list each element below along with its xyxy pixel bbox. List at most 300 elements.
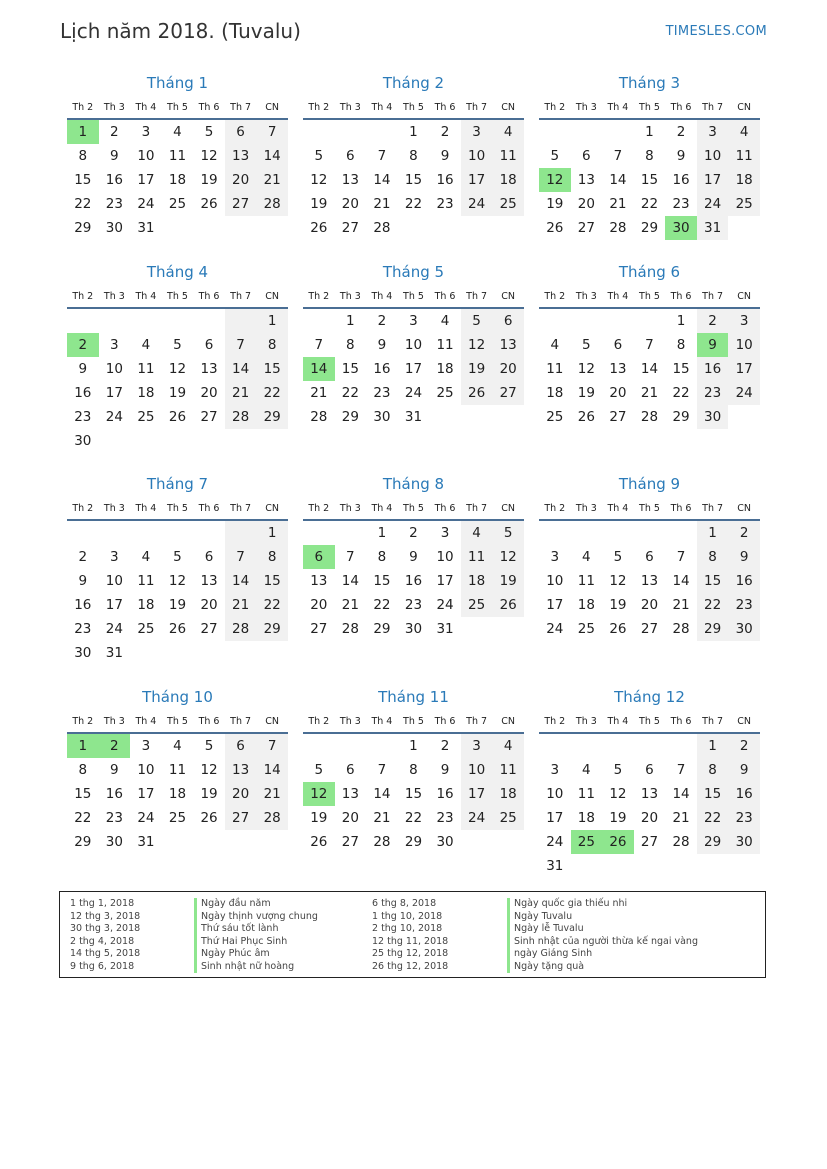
- weekday-label: CN: [737, 502, 752, 514]
- legend-holiday-name: Ngày thịnh vượng chung: [194, 911, 318, 924]
- weekday-label: Th 3: [103, 290, 125, 302]
- day-cell: 13: [492, 333, 524, 357]
- day-cell: 7: [256, 120, 288, 144]
- weekday-label: Th 7: [702, 101, 724, 113]
- empty-cell: [571, 854, 603, 878]
- day-cell: 25: [137, 409, 155, 425]
- legend-names-col-1: [194, 898, 318, 973]
- day-cell: 25: [461, 593, 493, 617]
- day-cell: 12: [200, 762, 218, 778]
- empty-cell: [571, 120, 603, 144]
- day-cell: 1: [67, 120, 99, 144]
- day-cell: 21: [225, 593, 257, 617]
- day-cell: 30: [373, 409, 391, 425]
- empty-cell: [634, 309, 666, 333]
- day-cell: 8: [676, 337, 686, 353]
- day-cell: 25: [137, 621, 155, 637]
- day-cell: 25: [546, 409, 564, 425]
- day-cell: 24: [546, 621, 564, 637]
- day-cell: 2: [99, 734, 131, 758]
- day-cell: 18: [461, 569, 493, 593]
- day-cell: 29: [404, 834, 423, 850]
- day-cell: 1: [377, 525, 387, 541]
- weekday-label: Th 7: [702, 715, 724, 727]
- day-cell: 13: [225, 144, 257, 168]
- day-cell: 23: [373, 385, 391, 401]
- day-cell: 3: [461, 120, 493, 144]
- day-cell: 24: [461, 806, 493, 830]
- day-cell: 3: [728, 309, 760, 333]
- weekday-label: Th 2: [72, 502, 94, 514]
- day-cell: 2: [78, 549, 88, 565]
- day-cell: 30: [436, 834, 454, 850]
- day-cell: 1: [67, 734, 99, 758]
- day-cell: 13: [609, 361, 627, 377]
- weekday-label: Th 4: [135, 715, 157, 727]
- month-name: Tháng 12: [614, 688, 685, 706]
- day-cell: 7: [346, 549, 355, 565]
- day-cell: 9: [377, 337, 387, 353]
- day-cell: 21: [672, 810, 690, 826]
- day-cell: 2: [377, 313, 387, 329]
- day-cell: 2: [728, 734, 760, 758]
- day-cell: 28: [609, 220, 627, 236]
- day-cell: 20: [609, 385, 627, 401]
- day-cell: 25: [492, 192, 524, 216]
- day-cell: 4: [492, 120, 524, 144]
- day-cell: 15: [404, 172, 423, 188]
- day-cell: 23: [105, 810, 123, 826]
- day-cell: 16: [728, 569, 760, 593]
- day-cell: 10: [436, 549, 454, 565]
- day-cell: 9: [409, 549, 418, 565]
- weekday-label: Th 6: [198, 502, 220, 514]
- day-cell: 5: [582, 337, 591, 353]
- day-cell: 10: [728, 333, 760, 357]
- legend-date: 9 thg 6, 2018: [70, 960, 135, 972]
- empty-cell: [225, 216, 257, 240]
- day-cell: 25: [436, 385, 454, 401]
- empty-cell: [461, 830, 493, 854]
- empty-cell: [697, 854, 729, 878]
- day-cell: 20: [341, 196, 359, 212]
- legend-holiday-name: ngày Giáng Sinh: [507, 948, 698, 961]
- day-cell: 12: [539, 168, 571, 192]
- day-cell: 10: [404, 337, 423, 353]
- day-cell: 27: [341, 834, 359, 850]
- day-cell: 22: [404, 196, 423, 212]
- weekday-label: Th 4: [135, 502, 157, 514]
- weekday-label: Th 6: [434, 715, 456, 727]
- day-cell: 7: [676, 549, 686, 565]
- day-cell: 27: [492, 381, 524, 405]
- day-cell: 30: [728, 830, 760, 854]
- day-cell: 18: [546, 385, 564, 401]
- day-cell: 20: [577, 196, 595, 212]
- empty-cell: [366, 120, 398, 144]
- day-cell: 28: [256, 192, 288, 216]
- day-cell: 12: [609, 573, 627, 589]
- weekday-label: CN: [501, 290, 516, 302]
- day-cell: 20: [341, 810, 359, 826]
- day-grid: [303, 309, 524, 429]
- day-cell: 2: [728, 521, 760, 545]
- day-cell: 6: [582, 148, 591, 164]
- empty-cell: [256, 641, 288, 665]
- empty-cell: [67, 309, 99, 333]
- day-cell: 16: [74, 597, 92, 613]
- day-cell: 19: [546, 196, 564, 212]
- day-cell: 23: [728, 593, 760, 617]
- day-cell: 28: [640, 409, 659, 425]
- weekday-label: Th 7: [702, 502, 724, 514]
- day-cell: 20: [640, 597, 659, 613]
- weekday-label: CN: [501, 101, 516, 113]
- day-cell: 28: [310, 409, 328, 425]
- day-cell: 26: [492, 593, 524, 617]
- day-cell: 29: [74, 220, 92, 236]
- weekday-header: [539, 96, 760, 120]
- day-cell: 31: [105, 645, 123, 661]
- empty-cell: [162, 309, 194, 333]
- day-cell: 27: [200, 621, 218, 637]
- day-cell: 12: [200, 148, 218, 164]
- day-cell: 17: [137, 172, 155, 188]
- weekday-label: Th 6: [198, 290, 220, 302]
- day-cell: 14: [341, 573, 359, 589]
- day-cell: 4: [440, 313, 450, 329]
- day-cell: 27: [609, 409, 627, 425]
- day-cell: 11: [137, 361, 155, 377]
- day-cell: 22: [256, 381, 288, 405]
- day-cell: 5: [550, 148, 560, 164]
- day-cell: 24: [404, 385, 423, 401]
- day-cell: 16: [404, 573, 423, 589]
- weekday-label: Th 3: [575, 502, 597, 514]
- day-grid: [539, 521, 760, 641]
- day-cell: 5: [461, 309, 493, 333]
- day-cell: 11: [168, 148, 187, 164]
- empty-cell: [99, 521, 131, 545]
- empty-cell: [539, 309, 571, 333]
- weekday-label: Th 5: [639, 715, 660, 727]
- weekday-header: [303, 497, 524, 521]
- day-cell: 31: [404, 409, 423, 425]
- month-name: Tháng 10: [142, 688, 213, 706]
- weekday-label: Th 3: [575, 101, 597, 113]
- weekday-label: Th 4: [607, 290, 629, 302]
- weekday-header: [67, 497, 288, 521]
- day-cell: 29: [74, 834, 92, 850]
- day-cell: 15: [697, 569, 729, 593]
- legend-date: 25 thg 12, 2018: [372, 948, 449, 959]
- day-cell: 2: [697, 309, 729, 333]
- day-cell: 2: [676, 124, 686, 140]
- day-cell: 15: [697, 782, 729, 806]
- legend-date: 30 thg 3, 2018: [70, 923, 141, 934]
- day-cell: 6: [645, 762, 654, 778]
- empty-cell: [539, 734, 571, 758]
- empty-cell: [130, 309, 162, 333]
- day-cell: 4: [582, 549, 591, 565]
- day-cell: 31: [137, 834, 155, 850]
- day-cell: 28: [256, 806, 288, 830]
- day-cell: 2: [440, 738, 450, 754]
- day-grid: [303, 521, 524, 641]
- day-cell: 9: [110, 148, 119, 164]
- day-cell: 9: [728, 545, 760, 569]
- weekday-label: Th 6: [198, 101, 220, 113]
- day-cell: 3: [110, 549, 119, 565]
- weekday-label: Th 6: [670, 502, 692, 514]
- weekday-label: Th 5: [639, 502, 660, 514]
- weekday-label: Th 4: [607, 715, 629, 727]
- day-cell: 11: [168, 762, 187, 778]
- day-cell: 16: [436, 786, 454, 802]
- day-cell: 4: [550, 337, 560, 353]
- weekday-label: Th 4: [371, 101, 393, 113]
- day-cell: 29: [672, 409, 690, 425]
- day-cell: 29: [256, 617, 288, 641]
- weekday-label: Th 5: [639, 101, 660, 113]
- weekday-label: Th 5: [167, 715, 188, 727]
- day-cell: 14: [225, 357, 257, 381]
- day-cell: 25: [728, 192, 760, 216]
- day-cell: 23: [105, 196, 123, 212]
- day-cell: 21: [341, 597, 359, 613]
- day-cell: 3: [141, 124, 151, 140]
- empty-cell: [665, 854, 697, 878]
- empty-cell: [162, 641, 194, 665]
- day-cell: 26: [461, 381, 493, 405]
- day-cell: 12: [303, 782, 335, 806]
- day-cell: 11: [728, 144, 760, 168]
- weekday-label: CN: [265, 715, 280, 727]
- brand-link[interactable]: TIMESLES.COM: [665, 24, 767, 39]
- month-name: Tháng 9: [618, 475, 681, 493]
- legend-names-col-2: [507, 898, 698, 973]
- empty-cell: [461, 617, 493, 641]
- weekday-label: Th 2: [308, 715, 330, 727]
- day-cell: 18: [168, 786, 187, 802]
- day-cell: 12: [577, 361, 595, 377]
- weekday-header: [67, 710, 288, 734]
- day-grid: [539, 120, 760, 240]
- day-cell: 17: [546, 810, 564, 826]
- day-cell: 5: [314, 148, 324, 164]
- day-cell: 15: [373, 573, 391, 589]
- day-cell: 1: [697, 521, 729, 545]
- weekday-label: Th 7: [466, 502, 488, 514]
- day-cell: 26: [200, 196, 218, 212]
- legend-holiday-name: Sinh nhật của người thừa kế ngai vàng: [507, 936, 698, 949]
- weekday-label: Th 4: [371, 290, 393, 302]
- weekday-label: Th 5: [403, 715, 424, 727]
- day-cell: 28: [225, 617, 257, 641]
- day-grid: [303, 120, 524, 240]
- day-cell: 21: [310, 385, 328, 401]
- weekday-label: Th 7: [466, 290, 488, 302]
- month-name: Tháng 5: [382, 263, 445, 281]
- day-cell: 6: [613, 337, 623, 353]
- month-block: [539, 70, 760, 240]
- day-cell: 14: [225, 569, 257, 593]
- weekday-label: Th 4: [371, 715, 393, 727]
- day-cell: 18: [137, 385, 155, 401]
- empty-cell: [99, 429, 131, 453]
- day-grid: [67, 120, 288, 240]
- day-cell: 21: [373, 196, 391, 212]
- day-cell: 4: [582, 762, 591, 778]
- weekday-label: Th 3: [339, 502, 361, 514]
- day-cell: 4: [173, 124, 182, 140]
- weekday-label: Th 5: [167, 502, 188, 514]
- day-cell: 23: [697, 381, 729, 405]
- day-cell: 15: [74, 786, 92, 802]
- day-cell: 22: [341, 385, 359, 401]
- empty-cell: [602, 734, 634, 758]
- day-cell: 19: [200, 172, 218, 188]
- day-cell: 1: [256, 521, 288, 545]
- day-cell: 6: [303, 545, 335, 569]
- day-grid: [539, 734, 760, 878]
- day-cell: 27: [577, 220, 595, 236]
- day-cell: 3: [550, 549, 560, 565]
- day-grid: [303, 734, 524, 854]
- day-cell: 13: [640, 786, 659, 802]
- day-cell: 28: [672, 621, 690, 637]
- weekday-label: Th 2: [544, 101, 566, 113]
- day-cell: 8: [256, 545, 288, 569]
- day-cell: 19: [168, 385, 187, 401]
- day-cell: 7: [377, 148, 387, 164]
- day-cell: 24: [105, 621, 123, 637]
- day-cell: 19: [492, 569, 524, 593]
- month-block: [303, 471, 524, 641]
- weekday-label: Th 2: [544, 715, 566, 727]
- day-cell: 7: [645, 337, 654, 353]
- day-cell: 17: [105, 597, 123, 613]
- weekday-label: Th 7: [466, 101, 488, 113]
- day-cell: 28: [341, 621, 359, 637]
- day-cell: 25: [492, 806, 524, 830]
- day-cell: 17: [728, 357, 760, 381]
- day-cell: 4: [728, 120, 760, 144]
- weekday-header: [303, 96, 524, 120]
- empty-cell: [162, 830, 194, 854]
- day-cell: 3: [697, 120, 729, 144]
- day-cell: 28: [672, 834, 690, 850]
- day-cell: 14: [373, 786, 391, 802]
- weekday-label: Th 5: [167, 290, 188, 302]
- weekday-label: Th 6: [434, 290, 456, 302]
- day-grid: [67, 309, 288, 453]
- empty-cell: [193, 521, 225, 545]
- empty-cell: [665, 734, 697, 758]
- day-cell: 23: [436, 196, 454, 212]
- day-cell: 24: [728, 381, 760, 405]
- day-cell: 4: [492, 734, 524, 758]
- weekday-label: CN: [501, 715, 516, 727]
- empty-cell: [398, 216, 430, 240]
- empty-cell: [130, 429, 162, 453]
- day-cell: 18: [492, 782, 524, 806]
- day-cell: 12: [310, 172, 328, 188]
- day-cell: 19: [461, 357, 493, 381]
- day-cell: 7: [377, 762, 387, 778]
- day-cell: 1: [409, 738, 418, 754]
- day-cell: 6: [225, 120, 257, 144]
- day-cell: 11: [492, 758, 524, 782]
- weekday-label: CN: [265, 101, 280, 113]
- legend-date: 1 thg 10, 2018: [372, 910, 443, 922]
- weekday-label: Th 7: [702, 290, 724, 302]
- day-cell: 15: [640, 172, 659, 188]
- day-cell: 17: [436, 573, 454, 589]
- day-cell: 25: [571, 830, 603, 854]
- empty-cell: [461, 216, 493, 240]
- day-cell: 3: [461, 734, 493, 758]
- empty-cell: [366, 734, 398, 758]
- empty-cell: [539, 120, 571, 144]
- day-cell: 10: [105, 361, 123, 377]
- empty-cell: [492, 830, 524, 854]
- day-cell: 12: [492, 545, 524, 569]
- day-cell: 18: [137, 597, 155, 613]
- day-cell: 30: [665, 216, 697, 240]
- empty-cell: [130, 641, 162, 665]
- weekday-label: Th 7: [230, 290, 252, 302]
- day-cell: 30: [697, 405, 729, 429]
- weekday-label: Th 3: [575, 715, 597, 727]
- day-cell: 14: [640, 361, 659, 377]
- month-block: [67, 684, 288, 854]
- day-cell: 29: [697, 617, 729, 641]
- day-cell: 31: [697, 216, 729, 240]
- month-block: [303, 259, 524, 429]
- legend-holiday-name: Ngày đầu năm: [194, 898, 318, 911]
- day-cell: 22: [697, 593, 729, 617]
- empty-cell: [602, 854, 634, 878]
- day-cell: 16: [105, 786, 123, 802]
- day-cell: 23: [404, 597, 423, 613]
- empty-cell: [539, 521, 571, 545]
- month-block: [539, 684, 760, 878]
- empty-cell: [193, 216, 225, 240]
- day-cell: 31: [137, 220, 155, 236]
- day-cell: 6: [492, 309, 524, 333]
- month-name: Tháng 8: [382, 475, 445, 493]
- day-cell: 27: [310, 621, 328, 637]
- day-cell: 14: [256, 758, 288, 782]
- weekday-label: Th 5: [639, 290, 660, 302]
- weekday-label: Th 2: [544, 502, 566, 514]
- day-cell: 21: [256, 168, 288, 192]
- empty-cell: [162, 216, 194, 240]
- empty-cell: [225, 830, 257, 854]
- empty-cell: [162, 429, 194, 453]
- day-cell: 30: [74, 433, 92, 449]
- day-cell: 13: [200, 361, 218, 377]
- day-cell: 7: [676, 762, 686, 778]
- day-cell: 21: [225, 381, 257, 405]
- month-name: Tháng 2: [382, 74, 445, 92]
- day-cell: 31: [546, 858, 564, 874]
- day-cell: 18: [436, 361, 454, 377]
- day-cell: 28: [225, 405, 257, 429]
- legend-date: 12 thg 3, 2018: [70, 910, 141, 922]
- day-cell: 9: [110, 762, 119, 778]
